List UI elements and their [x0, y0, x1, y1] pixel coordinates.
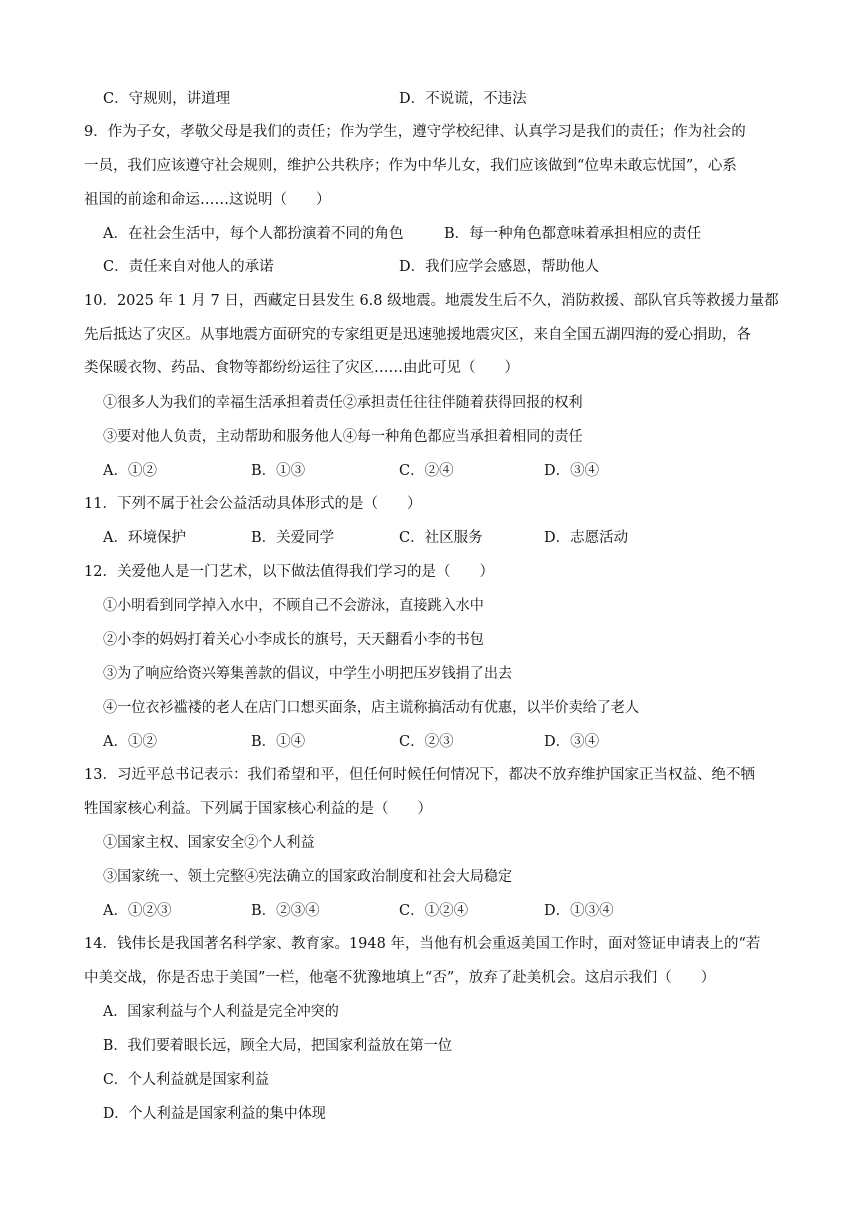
- question-9-options-cd: [103, 257, 783, 277]
- q9-option-a: A．在社会生活中，每个人都扮演着不同的角色: [103, 226, 404, 242]
- question-10-options: [103, 461, 783, 481]
- question-10-text-line-3: 类保暖衣物、药品、食物等都纷纷运往了灾区……由此可见（ ）: [84, 360, 519, 376]
- question-9-options-ab: [103, 224, 783, 244]
- q14-option-c: C．个人利益就是国家利益: [103, 1072, 269, 1088]
- q11-option-b: B．关爱同学: [251, 530, 335, 546]
- q12-option-b: B．①④: [251, 734, 306, 750]
- q11-option-c: C．社区服务: [399, 530, 483, 546]
- q10-option-d: D．③④: [544, 463, 600, 479]
- question-11-text: 11．下列不属于社会公益活动具体形式的是（ ）: [84, 496, 422, 512]
- question-13-text-line-1: 13．习近平总书记表示：我们希望和平，但任何时候任何情况下，都决不放弃维护国家正当权益、绝不牺: [84, 767, 755, 783]
- question-12-options: [103, 732, 783, 752]
- question-12-statement-1: ①小明看到同学掉入水中，不顾自己不会游泳，直接跳入水中: [103, 598, 484, 614]
- question-10-text-line-1: 10．2025 年 1 月 7 日，西藏定日县发生 6.8 级地震。地震发生后不久，消防救援、部队官兵等救援力量都: [84, 293, 779, 309]
- q13-option-d: D．①③④: [544, 903, 614, 919]
- q8-option-d: D．不说谎，不违法: [399, 91, 527, 107]
- q9-option-b: B．每一种角色都意味着承担相应的责任: [444, 226, 702, 242]
- question-9-text-line-1: 9．作为子女，孝敬父母是我们的责任；作为学生，遵守学校纪律、认真学习是我们的责任；作为社会的: [84, 124, 746, 140]
- q10-option-c: C．②④: [399, 463, 454, 479]
- q11-option-a: A．环境保护: [103, 530, 186, 546]
- question-10-statement-2: ③要对他人负责，主动帮助和服务他人④每一种角色都应当承担着相同的责任: [103, 429, 583, 445]
- q11-option-d: D．志愿活动: [544, 530, 629, 546]
- q9-option-c: C．责任来自对他人的承诺: [103, 259, 274, 275]
- question-10-statement-1: ①很多人为我们的幸福生活承担着责任②承担责任往往伴随着获得回报的权利: [103, 395, 583, 411]
- question-13-statement-2: ③国家统一、领土完整④宪法确立的国家政治制度和社会大局稳定: [103, 869, 513, 885]
- q12-option-d: D．③④: [544, 734, 600, 750]
- q8-option-c: C．守规则，讲道理: [103, 91, 231, 107]
- question-12-statement-3: ③为了响应给资兴筹集善款的倡议，中学生小明把压岁钱捐了出去: [103, 666, 513, 682]
- q14-option-d: D．个人利益是国家利益的集中体现: [103, 1106, 326, 1122]
- q13-option-a: A．①②③: [103, 903, 172, 919]
- question-9-text-line-3: 祖国的前途和命运……这说明（ ）: [84, 192, 331, 208]
- question-10-text-line-2: 先后抵达了灾区。从事地震方面研究的专家组更是迅速驰援地震灾区，来自全国五湖四海的爱心捐助，各: [84, 327, 751, 343]
- question-13-text-line-2: 牲国家核心利益。下列属于国家核心利益的是（ ）: [84, 801, 432, 817]
- question-13-options: [103, 901, 783, 921]
- q12-option-c: C．②③: [399, 734, 454, 750]
- question-13-statement-1: ①国家主权、国家安全②个人利益: [103, 835, 315, 851]
- question-12-text: 12．关爱他人是一门艺术，以下做法值得我们学习的是（ ）: [84, 564, 494, 580]
- q10-option-a: A．①②: [103, 463, 157, 479]
- q13-option-b: B．②③④: [251, 903, 320, 919]
- q12-option-a: A．①②: [103, 734, 157, 750]
- question-14-text-line-2: 中美交战，你是否忠于美国”一栏，他毫不犹豫地填上“否”，放弃了赴美机会。这启示我们（ ）: [84, 970, 716, 986]
- question-12-statement-2: ②小李的妈妈打着关心小李成长的旗号，天天翻看小李的书包: [103, 632, 484, 648]
- q10-option-b: B．①③: [251, 463, 306, 479]
- question-9-text-line-2: 一员，我们应该遵守社会规则，维护公共秩序；作为中华儿女，我们应该做到“位卑未敢忘忧国”，心系: [84, 158, 737, 174]
- q9-option-d: D．我们应学会感恩，帮助他人: [399, 259, 600, 275]
- question-14-text-line-1: 14．钱伟长是我国著名科学家、教育家。1948 年，当他有机会重返美国工作时，面对签证申请表上的“若: [84, 936, 761, 952]
- question-8-options-cd: [103, 89, 783, 109]
- q14-option-a: A．国家利益与个人利益是完全冲突的: [103, 1004, 339, 1020]
- q14-option-b: B．我们要着眼长远，顾全大局，把国家利益放在第一位: [103, 1038, 452, 1054]
- question-12-statement-4: ④一位衣衫褴褛的老人在店门口想买面条，店主谎称搞活动有优惠，以半价卖给了老人: [103, 700, 640, 716]
- question-11-options: [103, 528, 783, 548]
- q13-option-c: C．①②④: [399, 903, 469, 919]
